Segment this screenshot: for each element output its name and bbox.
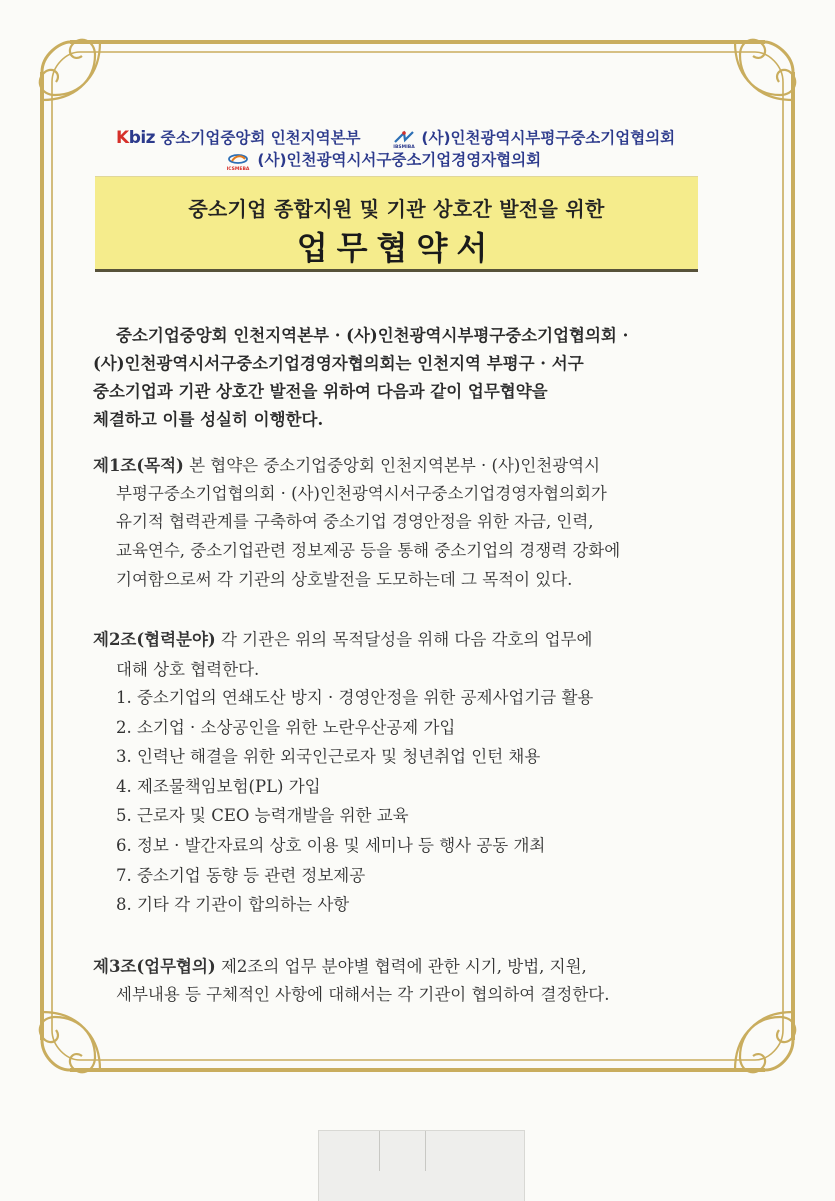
- intro-line: 중소기업중앙회 인천지역본부 · (사)인천광역시부평구중소기업협의회 ·: [116, 326, 629, 345]
- intro-line: 체결하고 이를 성실히 이행한다.: [93, 410, 324, 429]
- org-name-seo-gu: (사)인천광역시서구중소기업경영자협의회: [257, 151, 542, 169]
- list-item: 6. 정보 · 발간자료의 상호 이용 및 세미나 등 행사 공동 개최: [116, 836, 546, 855]
- list-item: 4. 제조물책임보험(PL) 가입: [116, 777, 321, 796]
- list-item: 8. 기타 각 기관이 합의하는 사항: [116, 895, 350, 914]
- list-item: 7. 중소기업 동향 등 관련 정보제공: [116, 866, 366, 885]
- org-line-1: [116, 126, 361, 148]
- list-item: 2. 소기업 · 소상공인을 위한 노란우산공제 가입: [116, 718, 456, 737]
- article-2-line: 제2조(협력분야) 각 기관은 위의 목적달성을 위해 다음 각호의 업무에: [93, 630, 593, 649]
- document-subtitle: 중소기업 종합지원 및 기관 상호간 발전을 위한: [188, 197, 605, 221]
- intro-line: (사)인천광역시서구중소기업경영자협의회는 인천지역 부평구 · 서구: [93, 354, 584, 373]
- article-1-line: 기여함으로써 각 기관의 상호발전을 도모하는데 그 목적이 있다.: [116, 570, 573, 589]
- article-1-line: 제1조(목적) 본 협약은 중소기업중앙회 인천지역본부 · (사)인천광역시: [93, 456, 601, 475]
- org-name-incheon-hq: 중소기업중앙회 인천지역본부: [160, 129, 361, 147]
- icsmeba-logo-icon: [224, 151, 252, 171]
- binding-tab: [318, 1130, 525, 1201]
- article-1-line: 부평구중소기업협의회 · (사)인천광역시서구중소기업경영자협의회가: [116, 484, 607, 503]
- org-line-3: [224, 148, 541, 171]
- intro-line: 중소기업과 기관 상호간 발전을 위하여 다음과 같이 업무협약을: [93, 382, 548, 401]
- list-item: 3. 인력난 해결을 위한 외국인근로자 및 청년취업 인턴 채용: [116, 747, 541, 766]
- svg-text:IBSMIBA: IBSMIBA: [393, 144, 415, 149]
- document-title: 업무협약서: [296, 229, 497, 267]
- list-item: 5. 근로자 및 CEO 능력개발을 위한 교육: [116, 806, 409, 825]
- org-line-2: [392, 126, 675, 149]
- list-item: 1. 중소기업의 연쇄도산 방지 · 경영안정을 위한 공제사업기금 활용: [116, 688, 594, 707]
- article-3-title: 제3조(업무협의): [93, 957, 216, 976]
- title-box: [95, 176, 698, 272]
- article-2-title: 제2조(협력분야): [93, 630, 216, 649]
- article-2-line: 대해 상호 협력한다.: [116, 660, 260, 679]
- article-1-line: 교육연수, 중소기업관련 정보제공 등을 통해 중소기업의 경쟁력 강화에: [116, 541, 621, 560]
- binding-mark: [379, 1131, 426, 1171]
- article-1-line: 유기적 협력관계를 구축하여 중소기업 경영안정을 위한 자금, 인력,: [116, 512, 594, 531]
- article-3-line: 제3조(업무협의) 제2조의 업무 분야별 협력에 관한 시기, 방법, 지원,: [93, 957, 587, 976]
- article-3-line: 세부내용 등 구체적인 사항에 대해서는 각 기관이 협의하여 결정한다.: [116, 985, 610, 1004]
- ibsmiba-logo-icon: [392, 129, 416, 149]
- kbiz-logo: Kbiz: [116, 128, 156, 148]
- org-name-bupyeong: (사)인천광역시부평구중소기업협의회: [421, 129, 676, 147]
- article-1-title: 제1조(목적): [93, 456, 184, 475]
- svg-text:ICSMEBA: ICSMEBA: [226, 166, 250, 171]
